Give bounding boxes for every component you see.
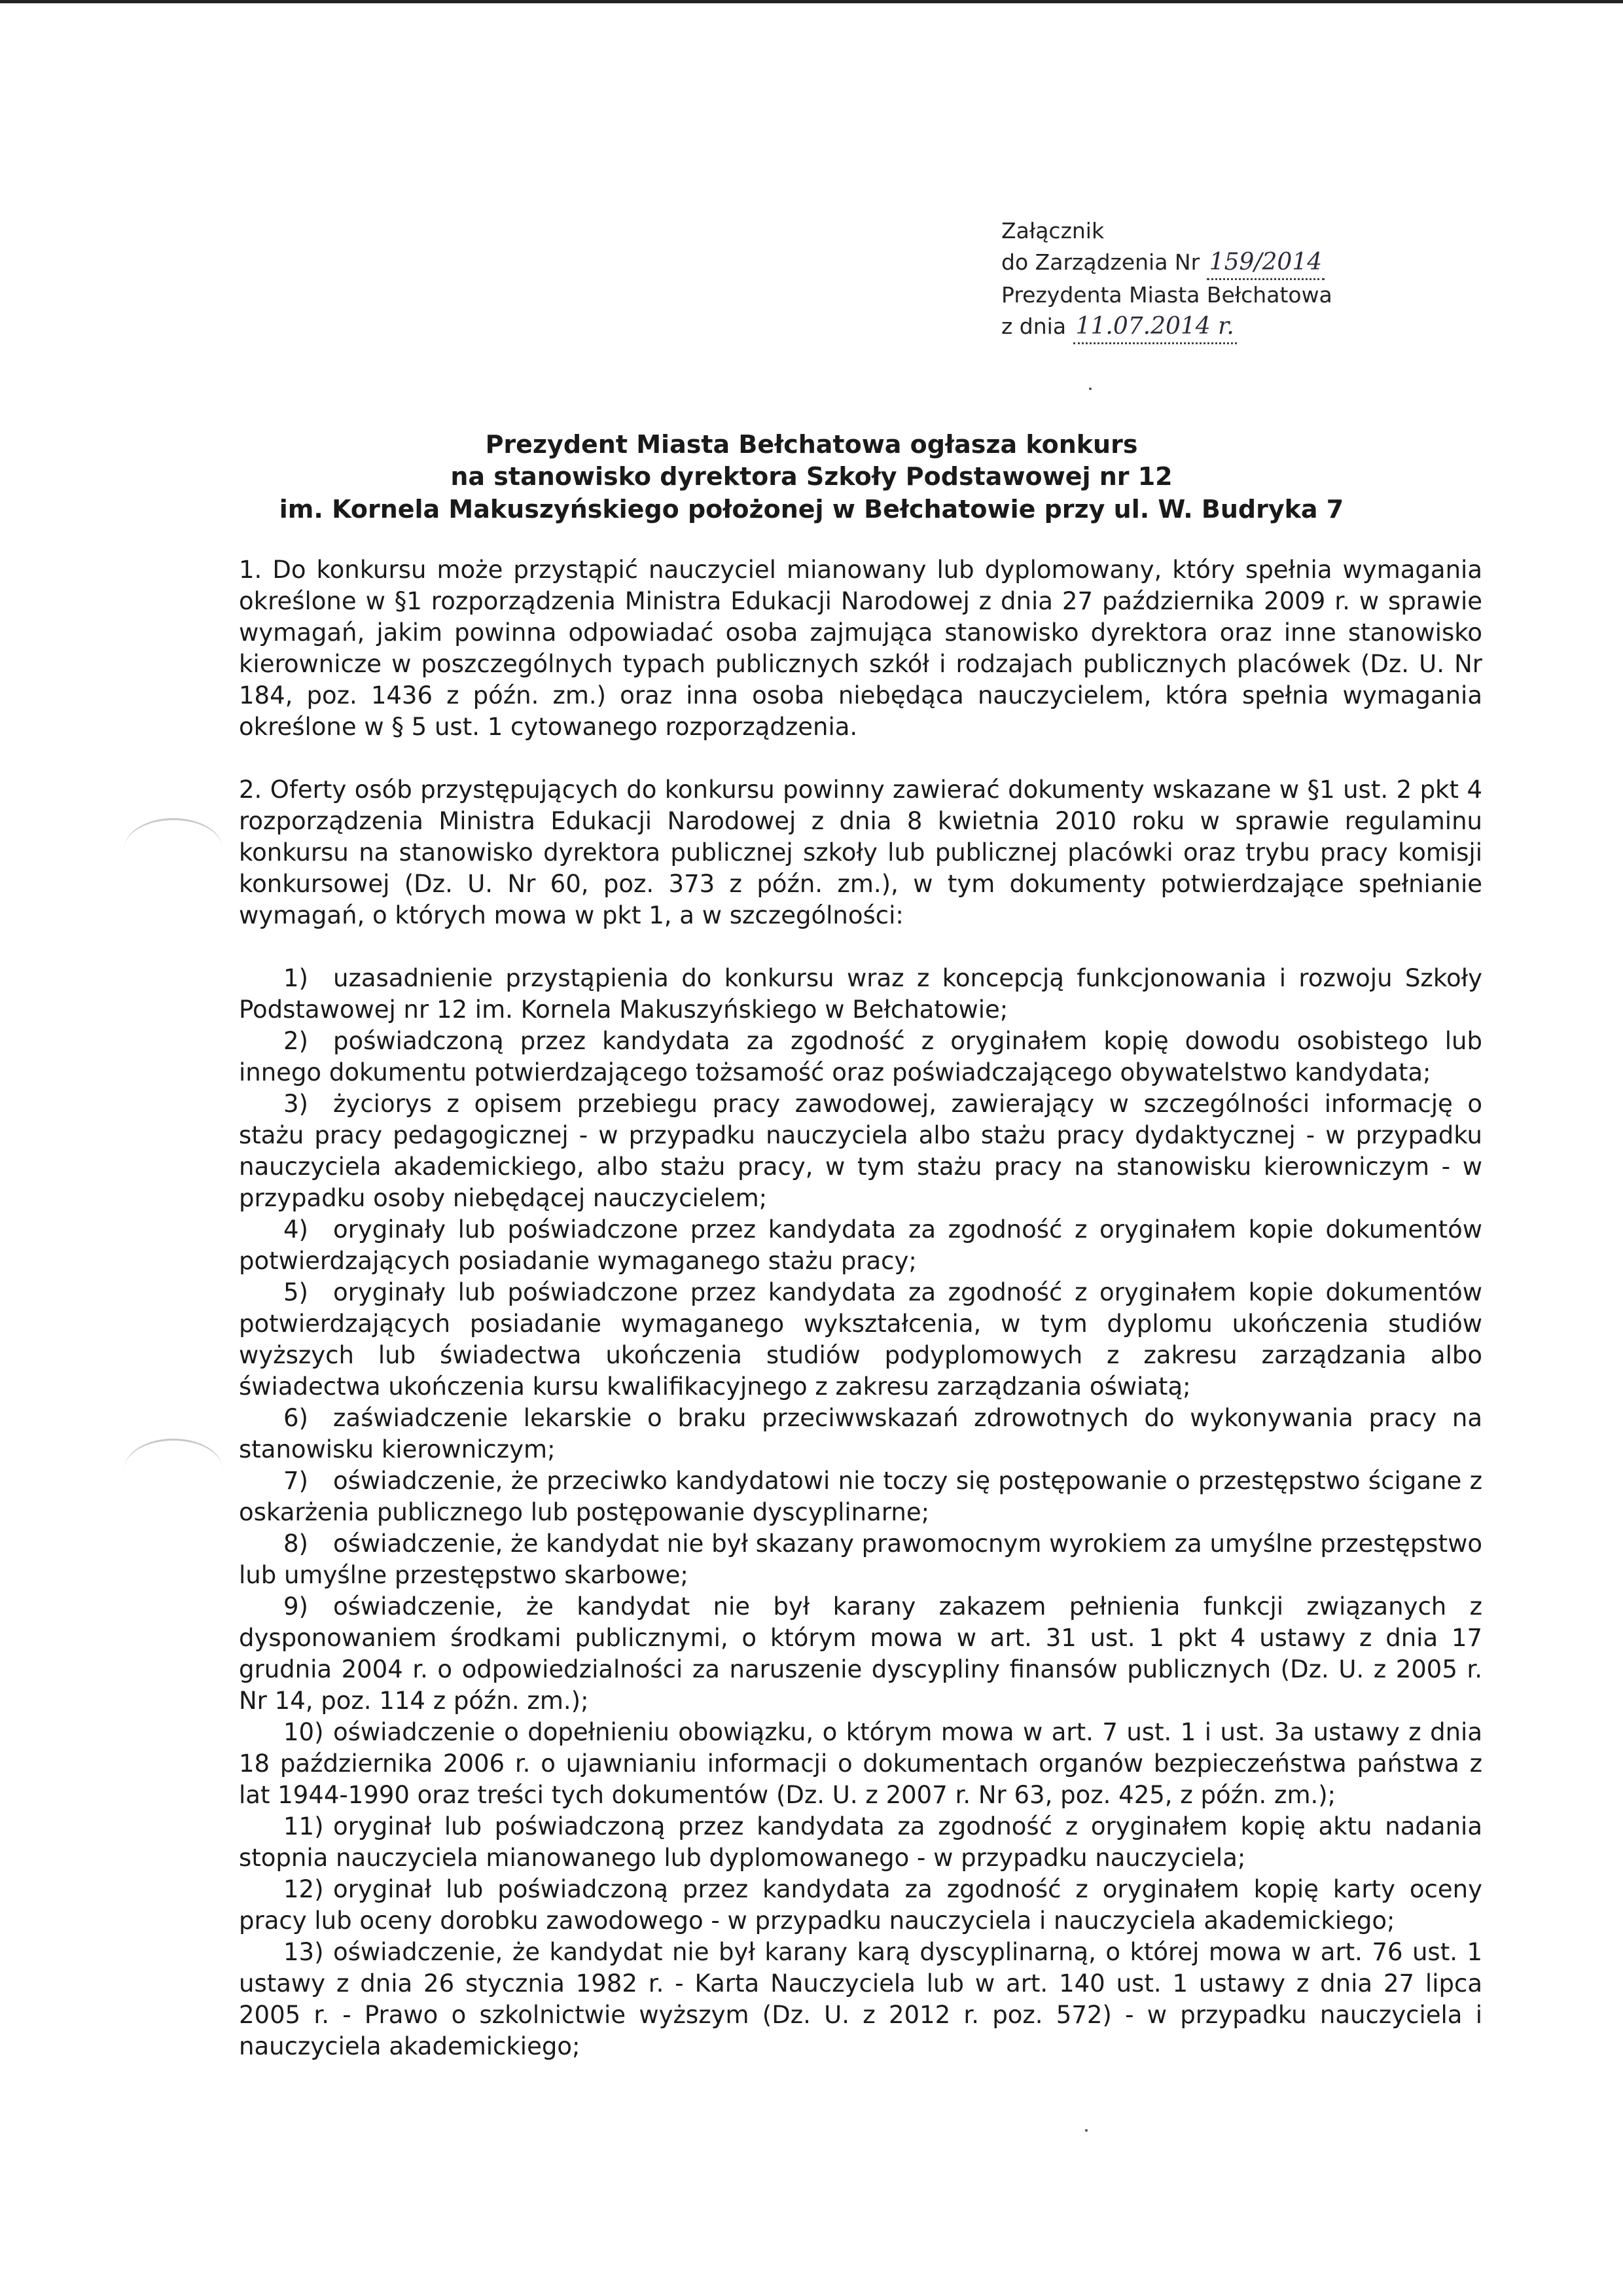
list-item xyxy=(239,963,1482,1026)
list-item xyxy=(239,1088,1482,1214)
document-body xyxy=(239,554,1482,2062)
list-item-text: zaświadczenie lekarskie o braku przeciwwskazań zdrowotnych do wykonywania pracy na stanowisku kierowniczym; xyxy=(239,1404,1482,1463)
list-item-text: oryginał lub poświadczoną przez kandydata za zgodność z oryginałem kopię karty oceny pracy lub oceny dorobku zawodowego - w przypadku nauczyciela i nauczyciela akademickiego; xyxy=(239,1875,1482,1935)
document-title xyxy=(236,429,1387,526)
list-item-number: 12) xyxy=(283,1875,324,1903)
list-item xyxy=(239,1465,1482,1528)
list-item-text: oryginał lub poświadczoną przez kandydata za zgodność z oryginałem kopię aktu nadania stopnia nauczyciela mianowanego lub dyplomowanego - w przypadku nauczyciela; xyxy=(239,1812,1482,1872)
required-documents-list xyxy=(239,963,1482,2062)
ordinance-number-label: do Zarządzenia Nr xyxy=(1001,249,1200,275)
list-item-number: 1) xyxy=(283,964,308,992)
handwritten-date: 11.07.2014 r. xyxy=(1073,310,1237,345)
list-item-text: oryginały lub poświadczone przez kandydata za zgodność z oryginałem kopie dokumentów potwierdzających posiadanie wymaganego stażu pracy; xyxy=(239,1215,1482,1275)
attachment-header xyxy=(1001,216,1472,344)
title-line: Prezydent Miasta Bełchatowa ogłasza konkurs xyxy=(485,430,1138,459)
list-item-text: oświadczenie, że kandydat nie był karany karą dyscyplinarną, o której mowa w art. 76 ust. 1 ustawy z dnia 26 stycznia 1982 r. - Karta Nauczyciela lub w art. 140 ust. 1 ustawy z dnia 27 lipca 2005 r. - Prawo o szkolnictwie wyższym (Dz. U. z 2012 r. poz. 572) - w przypadku nauczyciela i nauczyciela akademickiego; xyxy=(239,1938,1482,2060)
list-item xyxy=(239,1214,1482,1277)
list-item-number: 9) xyxy=(283,1592,308,1621)
list-item xyxy=(239,1277,1482,1403)
list-item-text: oświadczenie o dopełnieniu obowiązku, o którym mowa w art. 7 ust. 1 i ust. 3a ustawy z dnia 18 października 2006 r. o ujawnianiu informacji o dokumentach organów bezpieczeństwa państwa z lat 1944-1990 oraz treści tych dokumentów (Dz. U. z 2007 r. Nr 63, poz. 425, z późn. zm.); xyxy=(239,1718,1482,1809)
attachment-label: Załącznik xyxy=(1001,218,1105,243)
list-item xyxy=(239,1026,1482,1088)
date-line xyxy=(1001,310,1472,345)
list-item xyxy=(239,1528,1482,1591)
ordinance-number-line xyxy=(1001,246,1472,281)
list-item xyxy=(239,1403,1482,1465)
list-item xyxy=(239,1591,1482,1717)
title-line: na stanowisko dyrektora Szkoły Podstawowej nr 12 xyxy=(450,462,1173,492)
list-item xyxy=(239,1937,1482,2062)
list-item-number: 13) xyxy=(283,1938,324,1966)
list-item-number: 10) xyxy=(283,1718,324,1746)
list-item-number: 4) xyxy=(283,1215,308,1244)
list-item-text: uzasadnienie przystąpienia do konkursu wraz z koncepcją funkcjonowania i rozwoju Szkoły Podstawowej nr 12 im. Kornela Makuszyńskiego w Bełchatowie; xyxy=(239,964,1482,1024)
list-item-text: poświadczoną przez kandydata za zgodność z oryginałem kopię dowodu osobistego lub innego dokumentu potwierdzającego tożsamość oraz poświadczającego obywatelstwo kandydata; xyxy=(239,1027,1482,1086)
handwritten-ordinance-number: 159/2014 xyxy=(1207,246,1325,281)
list-item-number: 5) xyxy=(283,1278,308,1306)
title-line: im. Kornela Makuszyńskiego położonej w Bełchatowie przy ul. W. Budryka 7 xyxy=(279,494,1344,524)
list-item-number: 7) xyxy=(283,1467,308,1495)
list-item-number: 11) xyxy=(283,1812,324,1840)
punch-hole-mark xyxy=(124,1439,223,1499)
scan-speck xyxy=(1089,387,1092,390)
list-item-text: życiorys z opisem przebiegu pracy zawodowej, zawierający w szczególności informację o stażu pracy pedagogicznej - w przypadku nauczyciela albo stażu pracy dydaktycznej - w przypadku nauczyciela akademickiego, albo stażu pracy, w tym stażu pracy na stanowisku kierowniczym - w przypadku osoby niebędącej nauczycielem; xyxy=(239,1090,1482,1212)
paragraph-eligibility: 1. Do konkursu może przystąpić nauczyciel mianowany lub dyplomowany, który spełnia wymagania określone w §1 rozporządzenia Ministra Edukacji Narodowej z dnia 27 października 2009 r. w sprawie wymagań, jakim powinna odpowiadać osoba zajmująca stanowisko dyrektora oraz inne stanowisko kierownicze w poszczególnych typach publicznych szkół i rodzajach publicznych placówek (Dz. U. Nr 184, poz. 1436 z późn. zm.) oraz inna osoba niebędąca nauczycielem, która spełnia wymagania określone w § 5 ust. 1 cytowanego rozporządzenia. xyxy=(239,556,1482,741)
list-item-number: 3) xyxy=(283,1090,308,1118)
paragraph-offers: 2. Oferty osób przystępujących do konkursu powinny zawierać dokumenty wskazane w §1 ust. 2 pkt 4 rozporządzenia Ministra Edukacji Narodowej z dnia 8 kwietnia 2010 roku w sprawie regulaminu konkursu na stanowisko dyrektora publicznej szkoły lub publicznej placówki oraz trybu pracy komisji konkursowej (Dz. U. Nr 60, poz. 373 z późn. zm.), w tym dokumenty potwierdzające spełnianie wymagań, o których mowa w pkt 1, a w szczególności: xyxy=(239,776,1482,929)
scan-top-edge xyxy=(0,0,1623,3)
punch-hole-mark xyxy=(124,818,223,879)
list-item-number: 6) xyxy=(283,1404,308,1432)
list-item-text: oświadczenie, że kandydat nie był karany zakazem pełnienia funkcji związanych z dysponowaniem środkami publicznymi, o którym mowa w art. 31 ust. 1 pkt 4 ustawy z dnia 17 grudnia 2004 r. o odpowiedzialności za naruszenie dyscypliny finansów publicznych (Dz. U. z 2005 r. Nr 14, poz. 114 z późn. zm.); xyxy=(239,1592,1482,1715)
list-item xyxy=(239,1874,1482,1937)
date-label: z dnia xyxy=(1001,313,1067,339)
list-item-number: 8) xyxy=(283,1530,308,1558)
list-item-text: oświadczenie, że kandydat nie był skazany prawomocnym wyrokiem za umyślne przestępstwo lub umyślne przestępstwo skarbowe; xyxy=(239,1530,1482,1589)
list-item-number: 2) xyxy=(283,1027,308,1055)
list-item-text: oświadczenie, że przeciwko kandydatowi nie toczy się postępowanie o przestępstwo ścigane z oskarżenia publicznego lub postępowanie dyscyplinarne; xyxy=(239,1467,1482,1526)
list-item xyxy=(239,1717,1482,1811)
issuer-line: Prezydenta Miasta Bełchatowa xyxy=(1001,282,1332,308)
list-item-text: oryginały lub poświadczone przez kandydata za zgodność z oryginałem kopie dokumentów potwierdzających posiadanie wymaganego wykształcenia, w tym dyplomu ukończenia studiów wyższych lub świadectwa ukończenia studiów podyplomowych z zakresu zarządzania albo świadectwa ukończenia kursu kwalifikacyjnego z zakresu zarządzania oświatą; xyxy=(239,1278,1482,1401)
list-item xyxy=(239,1811,1482,1874)
scan-speck xyxy=(1085,2129,1088,2132)
